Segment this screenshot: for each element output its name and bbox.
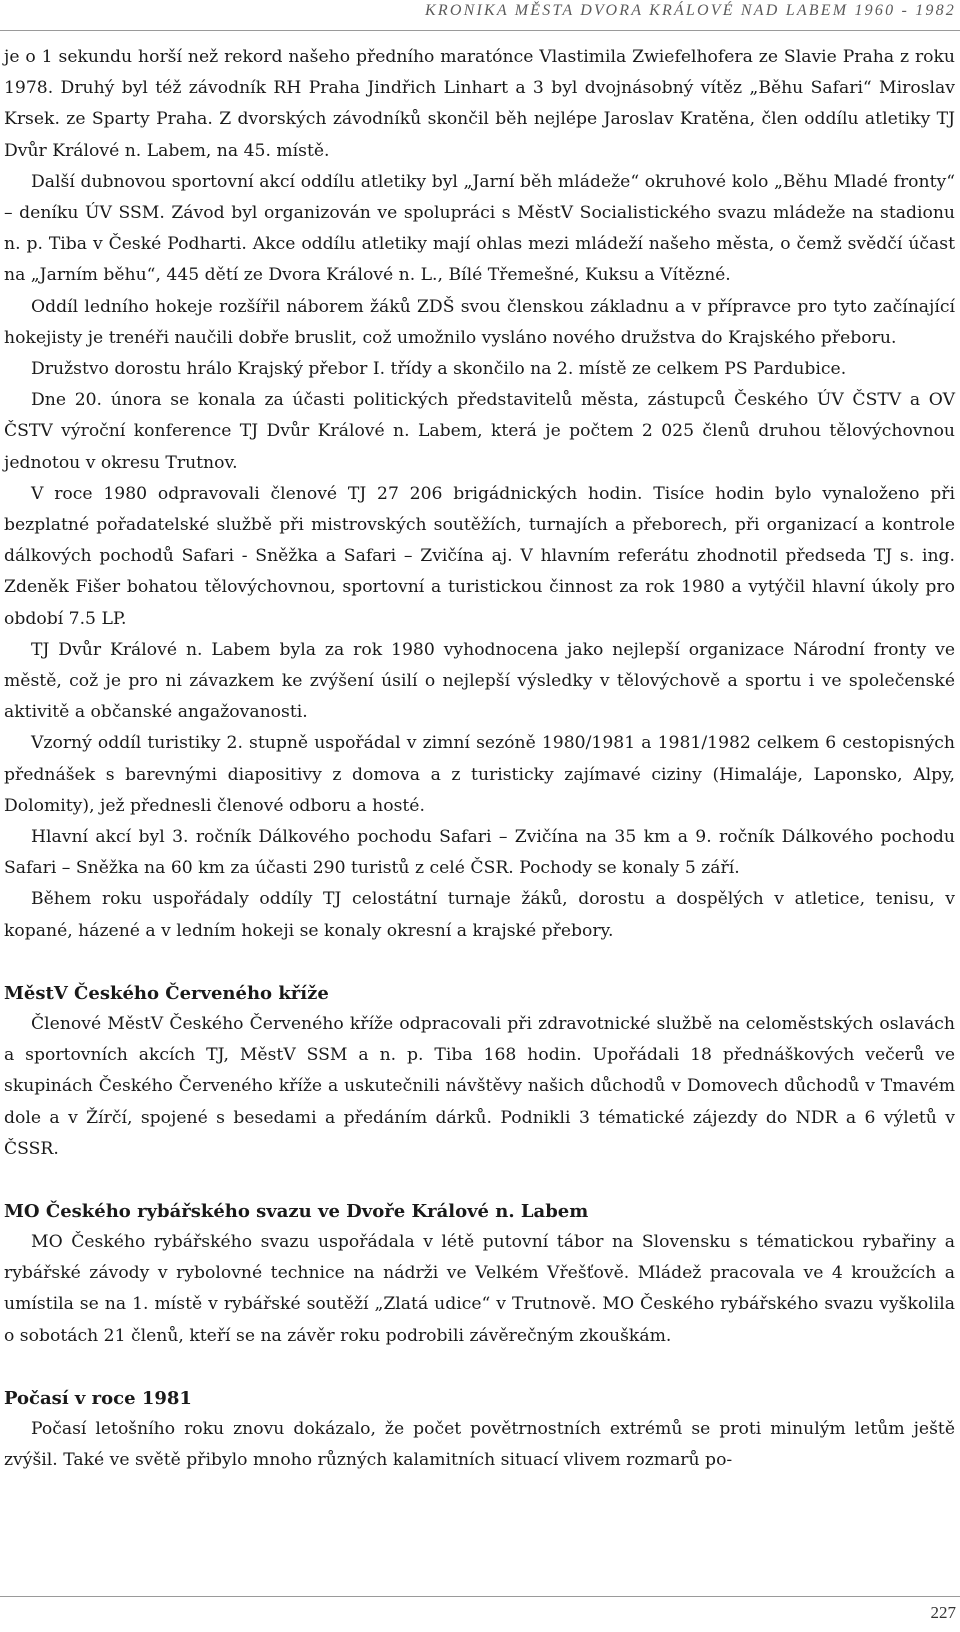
paragraph-tourism-lectures: Vzorný oddíl turistiky 2. stupně uspořádal v zimní sezóně 1980/1981 a 1981/1982 celkem 6 cestopisných přednášek s barevnými diapositivy z domova a z turisticky zajímavé ciziny (Himaláje, Laponsko, Alpy, Dolomity), jež přednesli členové odboru a hosté. — [4, 733, 955, 816]
paragraph-weather: Počasí letošního roku znovu dokázalo, že počet povětrnostních extrémů se proti minulým letům ještě zvýšil. Také ve světě přibylo mnoho různých kalamitních situací vlivem rozmarů po- — [4, 1418, 955, 1470]
running-header: KRONIKA MĚSTA DVORA KRÁLOVÉ NAD LABEM 1960 - 1982 — [424, 2, 956, 19]
paragraph-youth-team: Družstvo dorostu hrálo Krajský přebor I. třídy a skončilo na 2. místě ze celkem PS Pardubice. — [31, 359, 847, 380]
footer-divider — [0, 1596, 960, 1597]
section-heading-red-cross: MěstV Českého Červeného kříže — [4, 982, 329, 1004]
paragraph-tournaments: Během roku uspořádaly oddíly TJ celostátní turnaje žáků, dorostu a dospělých v atletice, tenisu, v kopané, házené a v ledním hokeji se konaly okresní a krajské přebory. — [4, 889, 955, 941]
paragraph-ice-hockey-recruitment: Oddíl ledního hokeje rozšířil náborem žáků ZDŠ svou členskou základnu a v přípravce pro tyto začínající hokejisty je trenéři naučili dobře bruslit, což umožnilo vysláno nového družstva do Krajského přeboru. — [4, 296, 955, 348]
page-body — [4, 42, 955, 1476]
section-heading-weather: Počasí v roce 1981 — [4, 1387, 192, 1409]
paragraph-fishing-union: MO Českého rybářského svazu uspořádala v létě putovní tábor na Slovensku s tématickou rybařiny a rybářské závody v rybolovné technice na nádrži ve Velkém Vřešťově. Mládež pracovala ve 4 kroužcích a umístila se na 1. místě v rybářské soutěží „Zlatá udice“ v Trutnově. MO Českého rybářského svazu vyškolila o sobotách 21 členů, kteří se na závěr roku podrobili závěrečným zkouškám. — [4, 1231, 955, 1346]
page-number: 227 — [930, 1603, 956, 1622]
paragraph-spring-run: Další dubnovou sportovní akcí oddílu atletiky byl „Jarní běh mládeže“ okruhové kolo „Běhu Mladé fronty“ – deníku ÚV SSM. Závod byl organizován ve spolupráci s MěstV Socialistického svazu mládeže na stadionu n. p. Tiba v České Podharti. Akce oddílu atletiky mají ohlas mezi mládeží našeho města, o čemž svědčí účast na „Jarním běhu“, 445 dětí ze Dvora Králové n. L., Bílé Třemešné, Kuksu a Vítězné. — [4, 171, 955, 286]
section-heading-fishing-union: MO Českého rybářského svazu ve Dvoře Králové n. Labem — [4, 1200, 589, 1222]
paragraph-best-organization: TJ Dvůr Králové n. Labem byla za rok 1980 vyhodnocena jako nejlepší organizace Národní fronty ve městě, což je pro ni závazkem ke zvýšení úsilí o nejlepší výsledky v tělovýchově a sportu i ve společenské aktivitě a občanské angažovanosti. — [4, 639, 955, 723]
header-divider — [0, 30, 960, 31]
paragraph-long-distance-marches: Hlavní akcí byl 3. ročník Dálkového pochodu Safari – Zvičína na 35 km a 9. ročník Dálkového pochodu Safari – Sněžka na 60 km za účasti 290 turistů z celé ČSR. Pochody se konaly 5 září. — [4, 827, 955, 879]
paragraph-red-cross: Členové MěstV Českého Červeného kříže odpracovali při zdravotnické službě na celoměstských oslavách a sportovních akcích TJ, MěstV SSM a n. p. Tiba 168 hodin. Upořádali 18 přednáškových večerů ve skupinách Českého Červeného kříže a uskutečnili návštěvy našich důchodů v Domovech důchodů v Tmavém dole a v Žírčí, spojené s besedami a předáním dárků. Podnikli 3 tématické zájezdy do NDR a 6 výletů v ČSSR. — [4, 1013, 955, 1159]
paragraph-marathon-results: je o 1 sekundu horší než rekord našeho předního maratónce Vlastimila Zwiefelhofera ze Slavie Praha z roku 1978. Druhý byl též závodník RH Praha Jindřich Linhart a 3 byl dvojnásobný vítěz „Běhu Safari“ Miroslav Krsek. ze Sparty Praha. Z dvorských závodníků skončil běh nejlépe Jaroslav Kratěna, člen oddílu atletiky TJ Dvůr Králové n. Labem, na 45. místě. — [4, 47, 955, 161]
paragraph-annual-conference: Dne 20. února se konala za účasti politických představitelů města, zástupců Českého ÚV ČSTV a OV ČSTV výroční konference TJ Dvůr Králové n. Labem, která je počtem 2 025 členů druhou tělovýchovnou jednotou v okresu Trutnov. — [4, 390, 955, 473]
paragraph-volunteer-hours: V roce 1980 odpravovali členové TJ 27 206 brigádnických hodin. Tisíce hodin bylo vynaloženo při bezplatné pořadatelské službě při mistrovských soutěžích, turnajích a přeborech, při organizací a kontrole dálkových pochodů Safari - Sněžka a Safari – Zvičína aj. V hlavním referátu zhodnotil předseda TJ s. ing. Zdeněk Fišer bohatou tělovýchovnou, sportovní a turistickou činnost za rok 1980 a vytýčil hlavní úkoly pro období 7.5 LP. — [4, 483, 955, 629]
